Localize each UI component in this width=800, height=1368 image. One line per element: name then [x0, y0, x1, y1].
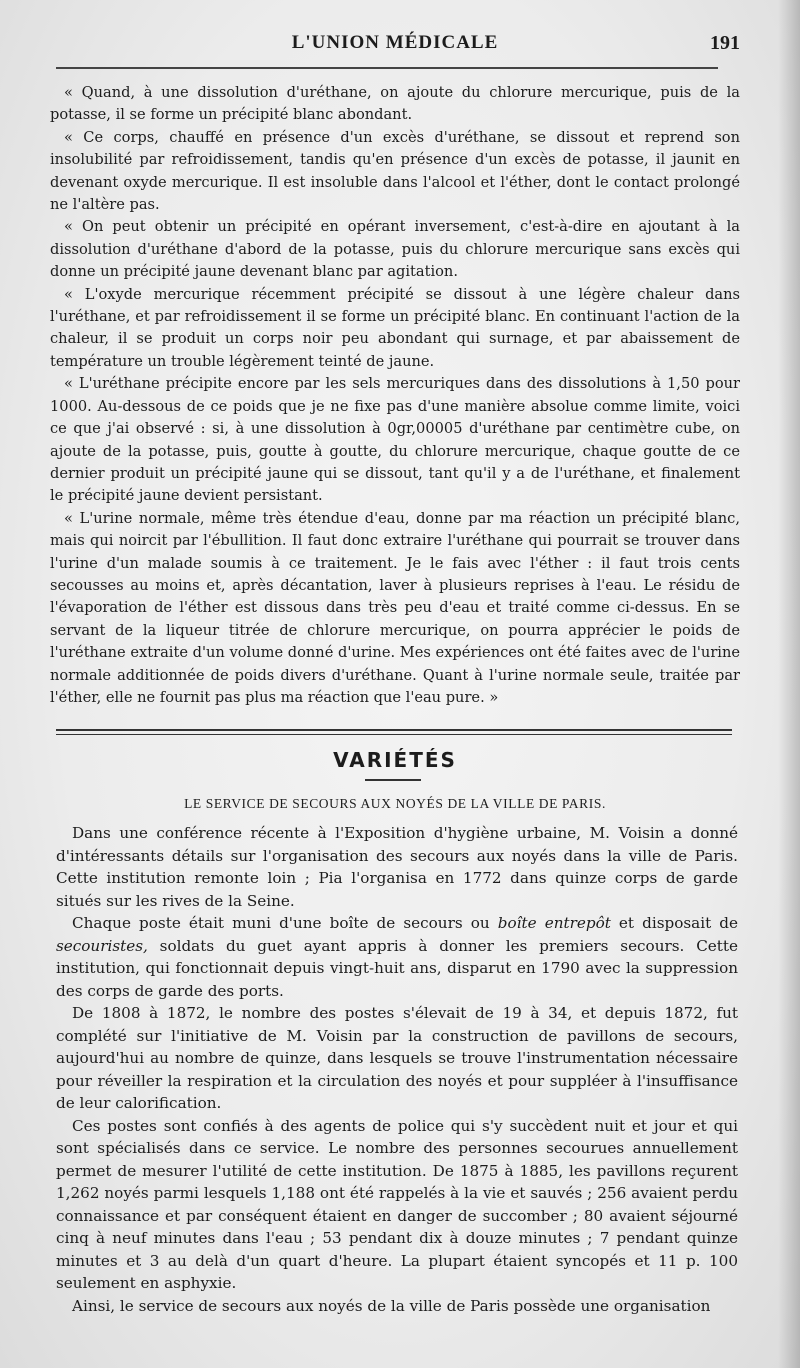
italic-term: boîte entrepôt	[497, 914, 611, 932]
paragraph	[56, 912, 738, 1002]
paragraph: Dans une conférence récente à l'Exposition d'hygiène urbaine, M. Voisin a donné d'intéressants détails sur l'organisation des secours aux noyés dans la ville de Paris. Cette institution remonte loin ; Pia l'organisa en 1772 dans quinze corps de garde situés sur les rives de la Seine.	[56, 824, 738, 910]
text-run: Chaque poste était muni d'une boîte de secours ou	[72, 914, 498, 932]
paragraph: Ainsi, le service de secours aux noyés de la ville de Paris possède une organisation	[72, 1296, 711, 1315]
paragraph: « L'uréthane précipite encore par les sels mercuriques dans des dissolutions à 1,50 pour 1000. Au-dessous de ce poids que je ne fixe pas d'une manière absolue comme limite, voici ce que j'ai observé : si, à une dissolution à 0gr,00005 d'uréthane par centimètre cube, on ajoute de la potasse, puis, goutte à goutte, du chlorure mercurique, chaque goutte de ce dernier produit un précipité jaune qui se dissout, tant qu'il y a de l'uréthane, et finalement le précipité jaune devient persistant.	[50, 375, 740, 505]
section-separator-thick	[56, 729, 732, 731]
text-run: soldats du guet ayant appris à donner les premiers secours. Cette institution, qui fonctionnait depuis vingt-huit ans, disparut en 1790 avec la suppression des corps de garde des ports.	[56, 936, 738, 1000]
section-heading: VARIÉTÉS	[333, 748, 457, 772]
header-rule	[56, 67, 718, 69]
paragraph: De 1808 à 1872, le nombre des postes s'élevait de 19 à 34, et depuis 1872, fut complété sur l'initiative de M. Voisin par la construction de pavillons de secours, aujourd'hui au nombre de quinze, dans lesquels se trouve l'instrumentation nécessaire pour réveiller la respiration et la circulation des noyés et pour suppléer à l'insuffisance de leur calorification.	[56, 1004, 738, 1112]
paragraph: « Ce corps, chauffé en présence d'un excès d'uréthane, se dissout et reprend son insolubilité par refroidissement, tandis qu'en présence d'un excès de potasse, il jaunit en devenant oxyde mercurique. Il est insoluble dans l'alcool et l'éther, dont le contact prolongé ne l'altère pas.	[50, 128, 740, 214]
page-gutter-shadow	[778, 0, 800, 1368]
italic-term: secouristes,	[56, 936, 148, 955]
page-number: 191	[710, 32, 740, 54]
journal-title: L'UNION MÉDICALE	[291, 32, 499, 53]
article-continuation	[50, 82, 740, 709]
running-header	[50, 28, 740, 62]
paragraph: Ces postes sont confiés à des agents de police qui s'y succèdent nuit et jour et qui sont spécialisés dans ce service. Le nombre des personnes secourues annuellement permet de mesurer l'utilité de cette institution. De 1875 à 1885, les pavillons reçurent 1,262 noyés parmi lesquels 1,188 ont été rappelés à la vie et sauvés ; 256 avaient perdu connaissance et par conséquent étaient en danger de succomber ; 80 avaient séjourné cinq à neuf minutes dans l'eau ; 53 pendant dix à douze minutes ; 7 pendant quinze minutes et 3 au delà d'un quart d'heure. La plupart étaient syncopés et 11 p. 100 seulement en asphyxie.	[56, 1116, 738, 1292]
article-title: LE SERVICE DE SECOURS AUX NOYÉS DE LA VILLE DE PARIS.	[184, 796, 606, 811]
paragraph: « On peut obtenir un précipité en opérant inversement, c'est-à-dire en ajoutant à la dissolution d'uréthane d'abord de la potasse, puis du chlorure mercurique sans excès qui donne un précipité jaune devenant blanc par agitation.	[50, 218, 740, 281]
section-separator-thin	[56, 734, 732, 735]
paragraph: « Quand, à une dissolution d'uréthane, on ajoute du chlorure mercurique, puis de la potasse, il se forme un précipité blanc abondant.	[50, 84, 740, 124]
paragraph: « L'urine normale, même très étendue d'eau, donne par ma réaction un précipité blanc, mais qui noircit par l'ébullition. Il faut donc extraire l'uréthane qui pourrait se trouver dans l'urine d'un malade soumis à ce traitement. Je le fais avec l'éther : il faut trois cents secousses au moins et, après décantation, laver à plusieurs reprises à l'eau. Le résidu de l'évaporation de l'éther est dissous dans très peu d'eau et traité comme ci-dessus. En se servant de la liqueur titrée de chlorure mercurique, on pourra apprécier le poids de l'uréthane extraite d'un volume donné d'urine. Mes expériences ont été faites avec de l'urine normale additionnée de poids divers d'uréthane. Quant à l'urine normale seule, traitée par l'éther, elle ne fournit pas plus ma réaction que l'eau pure. »	[50, 509, 740, 706]
text-run: et disposait de	[610, 914, 738, 932]
heading-underline	[365, 779, 421, 781]
article-body	[56, 822, 738, 1317]
paragraph: « L'oxyde mercurique récemment précipité se dissout à une légère chaleur dans l'uréthane, et par refroidissement il se forme un précipité blanc. En continuant l'action de la chaleur, il se produit un corps noir peu abondant qui surnage, et par abaissement de température un trouble légèrement teinté de jaune.	[50, 285, 740, 370]
